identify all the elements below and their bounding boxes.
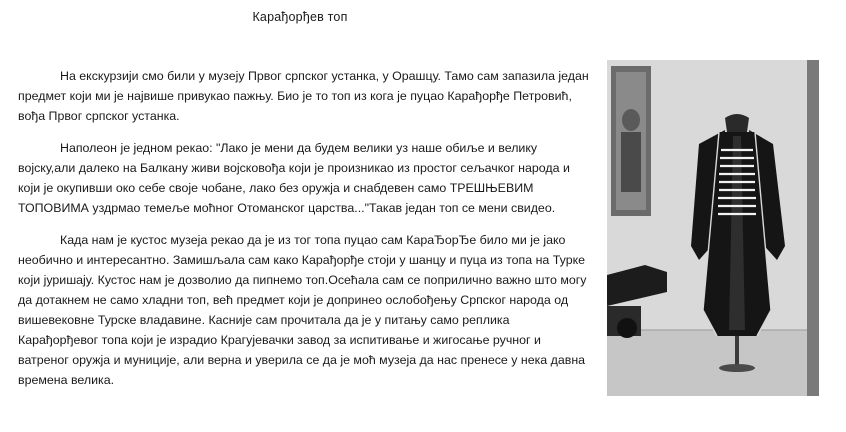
essay-body bbox=[18, 66, 592, 390]
museum-photo bbox=[607, 60, 819, 396]
paragraph-2: Наполеон је једном рекао: "Лако је мени да будем велики уз наше обиље и велику војску,али далеко на Балкану живи војсковођа који је произникао из простог сељачког народа и који је окупивши око себе своје чобане, лако без оружја и снабдевен само ТРЕШЊЕВИМ ТОПОВИМА уздрмао темеље моћног Отоманског царства..."Такав један топ се мени свидео. bbox=[18, 141, 570, 215]
museum-exhibit-illustration bbox=[607, 60, 819, 396]
paragraph-3: Када нам је кустос музеја рекао да је из тог топа пуцао сам КараЂорЂе било ми је јако необично и интересантно. Замишљала сам како Карађорђе стоји у шанцу и пуца из топа на Турке који јуришају. Кустос нам је дозволио да пипнемо топ.Осећала сам се поприлично важно што могу да дотакнем не само хладни топ, већ предмет који је допринео ослобођењу Српског народа од вишевековне Турске владавине. Касније сам прочитала да је у питању само реплика Карађорђевог топа који је израдио Крагујевачки завод за испитивање и жигосање ручног и ватреног оружја и муниције, али верна и уверила се да је моћ музеја да нас пренесе у нека давна времена велика. bbox=[18, 233, 587, 387]
coat-shape bbox=[691, 114, 785, 336]
page-title: Карађорђев топ bbox=[252, 10, 348, 24]
paragraph-1: На екскурзији смо били у музеју Првог српског устанка, у Орашцу. Тамо сам запазила један предмет који ми је највише привукао пажњу. Био је то топ из кога је пуцао Карађорђе Петровић, вођа Првог српског устанка. bbox=[18, 69, 589, 123]
